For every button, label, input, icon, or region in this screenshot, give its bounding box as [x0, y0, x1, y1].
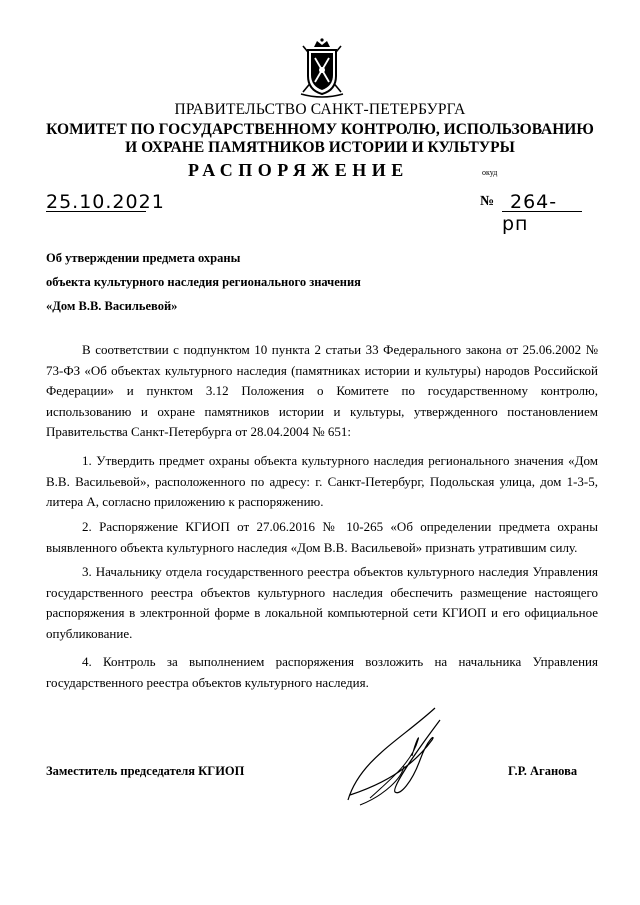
handwritten-signature-icon — [340, 700, 470, 810]
coat-of-arms-icon — [295, 38, 349, 100]
committee-line-1: КОМИТЕТ ПО ГОСУДАРСТВЕННОМУ КОНТРОЛЮ, ИСПОЛЬЗОВАНИЮ — [46, 121, 594, 138]
item-3-paragraph: 3. Начальнику отдела государственного реестра объектов культурного наследия Управления государственного реестра объектов культурного наследия обеспечить размещение настоящего распоряжения в электронной форме в локальной компьютерной сети КГИОП и его официальное опубликование. — [46, 564, 598, 641]
document-subject — [46, 246, 361, 318]
number-label: № — [480, 194, 495, 209]
item-1-paragraph: 1. Утвердить предмет охраны объекта культурного наследия регионального значения «Дом В.В. Васильевой», расположенного по адресу: г. Санкт-Петербург, Подольская улица, дом 1-3-5, литера А, согласно приложению к распоряжению. — [46, 453, 598, 509]
item-2-paragraph: 2. Распоряжение КГИОП от 27.06.2016 № 10-265 «Об определении предмета охраны выявленного объекта культурного наследия «Дом В.В. Васильевой» признать утратившим силу. — [46, 519, 598, 555]
subject-line-1: Об утверждении предмета охраны — [46, 251, 241, 265]
committee-line-2: И ОХРАНЕ ПАМЯТНИКОВ ИСТОРИИ И КУЛЬТУРЫ — [125, 139, 515, 156]
okud-label: окуд — [482, 168, 498, 177]
subject-line-3: «Дом В.В. Васильевой» — [46, 299, 178, 313]
subject-line-2: объекта культурного наследия регионального значения — [46, 275, 361, 289]
item-4-paragraph: 4. Контроль за выполнением распоряжения возложить на начальника Управления государственного реестра объектов культурного наследия. — [46, 654, 598, 690]
document-date: 25.10.2021 — [46, 191, 165, 213]
document-number: 264-рп — [502, 191, 558, 235]
signatory-name: Г.Р. Аганова — [508, 764, 578, 778]
preamble-paragraph: В соответствии с подпунктом 10 пункта 2 статьи 33 Федерального закона от 25.06.2002 № 73-ФЗ «Об объектах культурного наследия (памятниках истории и культуры) народов Российской Федерации» и пунктом 3.12 Положения о Комитете по государственному контролю, использованию и охране памятников истории и культуры, утвержденного постановлением Правительства Санкт-Петербурга от 28.04.2004 № 651: — [46, 342, 598, 439]
committee-name — [0, 121, 640, 157]
number-field — [502, 191, 582, 235]
signatory-position: Заместитель председателя КГИОП — [46, 764, 245, 778]
document-type: РАСПОРЯЖЕНИЕ — [188, 160, 409, 180]
government-name: ПРАВИТЕЛЬСТВО САНКТ-ПЕТЕРБУРГА — [174, 101, 466, 118]
date-field — [46, 191, 165, 213]
